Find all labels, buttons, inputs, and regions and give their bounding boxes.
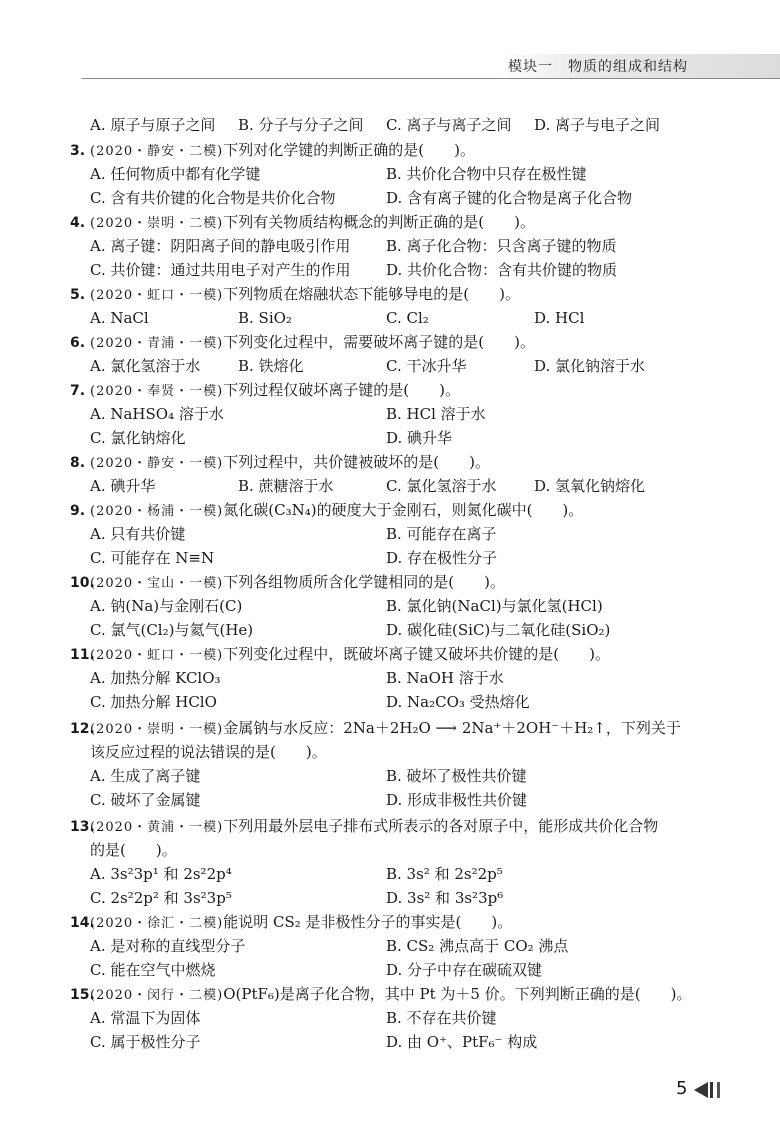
option: B. NaOH 溶于水 <box>386 669 504 687</box>
option: B. 可能存在离子 <box>386 525 497 543</box>
option: A. 生成了离子键 <box>90 767 201 785</box>
question-source: (2020・宝山・一模) <box>90 576 224 591</box>
question-text: 下列物质在熔融状态下能够导电的是( )。 <box>223 285 520 303</box>
option: A. NaHSO₄ 溶于水 <box>90 405 224 423</box>
question-text: 下列有关物质结构概念的判断正确的是( )。 <box>223 213 535 231</box>
question-number: 14. <box>70 915 95 931</box>
question-text-continued: 该反应过程的说法错误的是( )。 <box>90 743 327 761</box>
option: C. 能在空气中燃烧 <box>90 961 216 979</box>
question-number: 9. <box>70 503 86 519</box>
option: B. 共价化合物中只存在极性键 <box>386 165 587 183</box>
option: B. 蔗糖溶于水 <box>238 477 334 495</box>
question-source: (2020・崇明・二模) <box>90 216 224 231</box>
option: B. 分子与分子之间 <box>238 116 364 134</box>
option: C. 2s²2p² 和 3s²3p⁵ <box>90 889 232 907</box>
option: D. 氢氧化钠熔化 <box>534 477 646 495</box>
option: D. 碳化硅(SiC)与二氧化硅(SiO₂) <box>386 621 611 639</box>
question-number: 4. <box>70 215 86 231</box>
option: D. 共价化合物：含有共价键的物质 <box>386 261 618 279</box>
question-stem <box>70 378 460 402</box>
option: D. Na₂CO₃ 受热熔化 <box>386 693 530 711</box>
option: D. 含有离子键的化合物是离子化合物 <box>386 189 633 207</box>
question-source: (2020・奉贤・一模) <box>90 384 224 399</box>
option: C. Cl₂ <box>386 309 429 327</box>
question-source: (2020・静安・二模) <box>90 144 224 159</box>
question-stem <box>70 498 583 522</box>
question-stem <box>70 910 512 934</box>
option: D. HCl <box>534 309 585 327</box>
question-stem <box>70 814 658 838</box>
question-stem <box>70 138 475 162</box>
option: A. NaCl <box>90 309 149 327</box>
question-number: 3. <box>70 143 86 159</box>
question-source: (2020・虹口・一模) <box>90 648 224 663</box>
option: A. 任何物质中都有化学键 <box>90 165 261 183</box>
question-text: 下列变化过程中，需要破坏离子键的是( )。 <box>223 333 535 351</box>
option: D. 3s² 和 3s²3p⁶ <box>386 889 504 907</box>
question-stem <box>70 450 490 474</box>
question-stem <box>70 282 520 306</box>
option: C. 干冰升华 <box>386 357 467 375</box>
question-stem <box>70 642 610 666</box>
question-source: (2020・静安・一模) <box>90 456 224 471</box>
question-text-continued: 的是( )。 <box>90 841 177 859</box>
option: D. 碘升华 <box>386 429 453 447</box>
question-number: 6. <box>70 335 86 351</box>
option: C. 离子与离子之间 <box>386 116 512 134</box>
option: C. 氯化氢溶于水 <box>386 477 497 495</box>
option: B. 离子化合物：只含离子键的物质 <box>386 237 617 255</box>
option: B. 破坏了极性共价键 <box>386 767 527 785</box>
option: B. SiO₂ <box>238 309 292 327</box>
option: D. 分子中存在碳硫双键 <box>386 961 543 979</box>
question-number: 7. <box>70 383 86 399</box>
question-source: (2020・虹口・一模) <box>90 288 224 303</box>
question-number: 5. <box>70 287 86 303</box>
option: C. 属于极性分子 <box>90 1033 201 1051</box>
option: A. 离子键：阴阳离子间的静电吸引作用 <box>90 237 351 255</box>
question-text: 下列过程仅破坏离子键的是( )。 <box>223 381 460 399</box>
option: A. 钠(Na)与金刚石(C) <box>90 597 243 615</box>
question-text: 金属钠与水反应：2Na＋2H₂O ⟶ 2Na⁺＋2OH⁻＋H₂↑，下列关于 <box>223 719 681 737</box>
question-source: (2020・徐汇・二模) <box>90 916 224 931</box>
option: D. 存在极性分子 <box>386 549 498 567</box>
option: A. 是对称的直线型分子 <box>90 937 246 955</box>
page-bars-icon <box>710 1082 727 1098</box>
option: C. 氯气(Cl₂)与氦气(He) <box>90 621 254 639</box>
page-number: 5 <box>676 1078 688 1099</box>
option: B. 不存在共价键 <box>386 1009 497 1027</box>
option: B. 3s² 和 2s²2p⁵ <box>386 865 503 883</box>
question-text: 下列各组物质所含化学键相同的是( )。 <box>223 573 505 591</box>
running-header: 模块一 物质的组成和结构 <box>508 59 688 75</box>
question-number: 15. <box>70 987 95 1003</box>
option: A. 常温下为固体 <box>90 1009 201 1027</box>
option: B. 铁熔化 <box>238 357 304 375</box>
option: D. 形成非极性共价键 <box>386 791 528 809</box>
option: A. 原子与原子之间 <box>90 116 216 134</box>
option: C. 氯化钠熔化 <box>90 429 186 447</box>
option: C. 加热分解 HClO <box>90 693 217 711</box>
option: C. 破坏了金属键 <box>90 791 201 809</box>
question-text: O(PtF₆)是离子化合物，其中 Pt 为＋5 价。下列判断正确的是( )。 <box>223 985 692 1003</box>
option: B. CS₂ 沸点高于 CO₂ 沸点 <box>386 937 569 955</box>
option: C. 共价键：通过共用电子对产生的作用 <box>90 261 351 279</box>
question-text: 下列变化过程中，既破坏离子键又破坏共价键的是( )。 <box>223 645 610 663</box>
option: D. 离子与电子之间 <box>534 116 661 134</box>
question-source: (2020・青浦・一模) <box>90 336 224 351</box>
question-number: 8. <box>70 455 86 471</box>
page-arrow-icon <box>694 1082 708 1098</box>
option: A. 3s²3p¹ 和 2s²2p⁴ <box>90 865 232 883</box>
question-number: 12. <box>70 721 95 737</box>
option: C. 可能存在 N≡N <box>90 549 215 567</box>
question-source: (2020・闵行・二模) <box>90 988 224 1003</box>
option: C. 含有共价键的化合物是共价化合物 <box>90 189 336 207</box>
option: A. 只有共价键 <box>90 525 186 543</box>
question-text: 下列过程中，共价键被破坏的是( )。 <box>223 453 490 471</box>
option: D. 氯化钠溶于水 <box>534 357 646 375</box>
question-text: 能说明 CS₂ 是非极性分子的事实是( )。 <box>223 913 513 931</box>
option: B. HCl 溶于水 <box>386 405 486 423</box>
option: A. 氯化氢溶于水 <box>90 357 201 375</box>
option: D. 由 O⁺、PtF₆⁻ 构成 <box>386 1033 538 1051</box>
question-number: 10. <box>70 575 95 591</box>
question-text: 下列对化学键的判断正确的是( )。 <box>223 141 475 159</box>
question-text: 下列用最外层电子排布式所表示的各对原子中，能形成共价化合物 <box>223 817 659 835</box>
option: A. 碘升华 <box>90 477 156 495</box>
question-stem <box>70 210 535 234</box>
question-number: 11. <box>70 647 95 663</box>
question-number: 13. <box>70 819 95 835</box>
question-source: (2020・黄浦・一模) <box>90 820 224 835</box>
option: A. 加热分解 KClO₃ <box>90 669 221 687</box>
option: B. 氯化钠(NaCl)与氯化氢(HCl) <box>386 597 603 615</box>
question-source: (2020・崇明・一模) <box>90 722 224 737</box>
question-stem <box>70 716 681 740</box>
question-stem <box>70 570 505 594</box>
question-stem <box>70 330 535 354</box>
question-text: 氮化碳(C₃N₄)的硬度大于金刚石，则氮化碳中( )。 <box>223 501 584 519</box>
question-source: (2020・杨浦・一模) <box>90 504 224 519</box>
question-stem <box>70 982 691 1006</box>
